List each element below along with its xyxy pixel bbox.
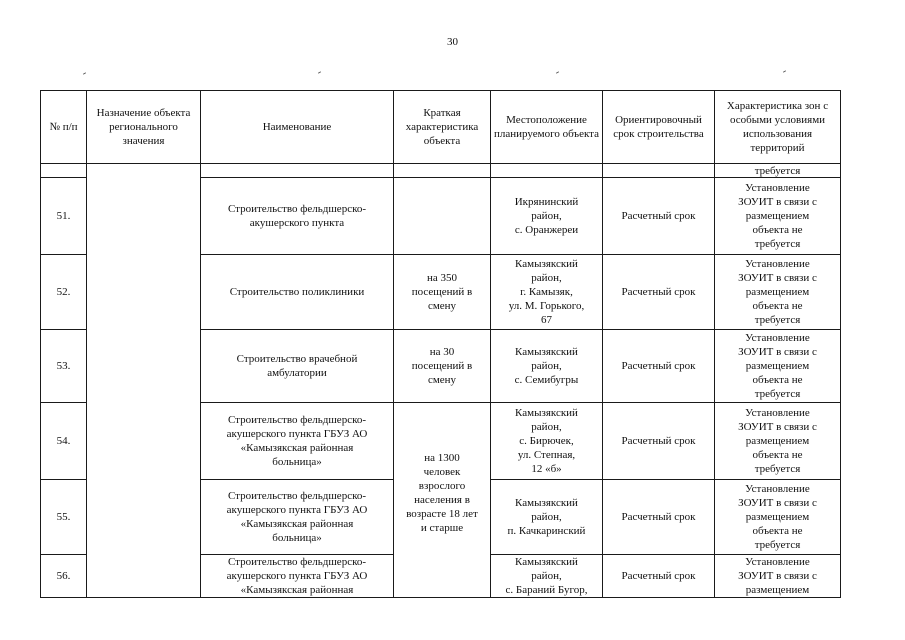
- zones-line: ЗОУИТ в связи с: [738, 421, 817, 433]
- header-purpose: Назначение объекта регионального значения: [87, 91, 201, 164]
- cell-term: Расчетный срок: [603, 330, 715, 403]
- zones-line: Установление: [745, 483, 810, 495]
- zones-line: требуется: [754, 388, 801, 400]
- zones-line: размещением: [745, 435, 810, 447]
- location-line: Камызякский: [515, 497, 578, 509]
- cell-name: Строительство фельдшерско-акушерского пункта: [201, 178, 394, 255]
- cell-term: Расчетный срок: [603, 403, 715, 480]
- location-line: район,: [531, 570, 562, 582]
- cell-term: Расчетный срок: [603, 480, 715, 555]
- cell-num: 51.: [41, 178, 87, 255]
- cell-characteristics: [394, 330, 491, 403]
- zones-line: объекта не: [752, 300, 803, 312]
- zones-line: объекта не: [752, 224, 803, 236]
- zones-line: Установление: [745, 407, 810, 419]
- name-line: Строительство фельдшерско-: [227, 556, 367, 568]
- name-line: акушерского пункта ГБУЗ АО: [226, 504, 368, 516]
- location-line: Камызякский: [515, 407, 578, 419]
- zones-line: размещением: [745, 360, 810, 372]
- cell-zones: [715, 480, 841, 555]
- table-row-continuation: [41, 164, 841, 178]
- header-characteristics: Краткая характеристика объекта: [394, 91, 491, 164]
- location-line: 12 «б»: [531, 463, 562, 475]
- location-line: Икрянинский: [514, 196, 579, 208]
- characteristics-line: смену: [427, 300, 457, 312]
- cell-name: Строительство поликлиники: [201, 255, 394, 330]
- name-line: акушерского пункта ГБУЗ АО: [226, 428, 368, 440]
- location-line: с. Бараний Бугор,: [505, 584, 588, 596]
- cell-name: [201, 330, 394, 403]
- cell-characteristics: [394, 164, 491, 178]
- characteristics-line: посещений в: [411, 360, 473, 372]
- zones-line: Установление: [745, 258, 810, 270]
- characteristics-line: посещений в: [411, 286, 473, 298]
- page-number: 30: [447, 36, 458, 48]
- cell-num: 55.: [41, 480, 87, 555]
- cell-characteristics-shared: [394, 403, 491, 598]
- location-line: Камызякский: [515, 258, 578, 270]
- objects-table: [40, 90, 841, 598]
- name-line: «Камызякская районная: [240, 442, 354, 454]
- header-num: № п/п: [41, 91, 87, 164]
- cell-name: [201, 480, 394, 555]
- location-line: Камызякский: [515, 346, 578, 358]
- cell-term: Расчетный срок: [603, 255, 715, 330]
- characteristics-line: взрослого: [418, 480, 466, 492]
- location-line: с. Бирючек,: [519, 435, 574, 447]
- zones-line: объекта не: [752, 449, 803, 461]
- header-term: Ориентировочный срок строительства: [603, 91, 715, 164]
- location-line: с. Оранжереи: [514, 224, 579, 236]
- cell-zones: [715, 178, 841, 255]
- zones-line: требуется: [754, 314, 801, 326]
- location-line: район,: [531, 511, 562, 523]
- characteristics-line: населения в: [414, 494, 470, 506]
- zones-line: объекта не: [752, 525, 803, 537]
- cell-location: [491, 330, 603, 403]
- scan-speck: [783, 70, 786, 72]
- zones-line: Установление: [745, 332, 810, 344]
- cell-num: 56.: [41, 555, 87, 598]
- cell-term: Расчетный срок: [603, 555, 715, 598]
- characteristics-line: на 350: [426, 272, 458, 284]
- zones-line: размещением: [745, 286, 810, 298]
- zones-line: размещением: [745, 210, 810, 222]
- cell-characteristics: [394, 255, 491, 330]
- location-line: район,: [531, 272, 562, 284]
- location-line: район,: [531, 421, 562, 433]
- cell-num: 54.: [41, 403, 87, 480]
- cell-location: [491, 164, 603, 178]
- header-zones: Характеристика зон с особыми условиями использования территорий: [715, 91, 841, 164]
- characteristics-line: возрасте 18 лет: [406, 508, 478, 520]
- cell-purpose-merged: [87, 164, 201, 598]
- cell-num: [41, 164, 87, 178]
- location-line: 67: [541, 314, 552, 326]
- cell-zones: требуется: [715, 164, 841, 178]
- cell-name: [201, 555, 394, 598]
- zones-line: ЗОУИТ в связи с: [738, 346, 817, 358]
- zones-line: Установление: [745, 182, 810, 194]
- cell-location: [491, 178, 603, 255]
- name-line: Строительство фельдшерско-: [227, 490, 367, 502]
- zones-line: ЗОУИТ в связи с: [738, 570, 817, 582]
- name-line: Строительство фельдшерско-: [227, 414, 367, 426]
- location-line: район,: [531, 210, 562, 222]
- scan-speck: [556, 71, 559, 73]
- characteristics-line: на 30: [429, 346, 455, 358]
- location-line: Камызякский: [515, 556, 578, 568]
- zones-line: требуется: [754, 238, 801, 250]
- zones-line: объекта не: [752, 374, 803, 386]
- cell-term: [603, 164, 715, 178]
- characteristics-line: человек: [423, 466, 461, 478]
- zones-line: размещением: [745, 511, 810, 523]
- scan-speck: [318, 71, 321, 73]
- name-line: «Камызякская районная: [240, 518, 354, 530]
- location-line: ул. М. Горького,: [508, 300, 585, 312]
- location-line: п. Качкаринский: [507, 525, 586, 537]
- name-line: Строительство врачебной: [236, 353, 358, 365]
- characteristics-line: на 1300: [424, 452, 460, 464]
- zones-line: требуется: [754, 463, 801, 475]
- cell-location: [491, 403, 603, 480]
- name-line: акушерского пункта ГБУЗ АО: [226, 570, 368, 582]
- zones-line: ЗОУИТ в связи с: [738, 497, 817, 509]
- location-line: с. Семибугры: [514, 374, 579, 386]
- location-line: ул. Степная,: [517, 449, 576, 461]
- cell-zones: [715, 555, 841, 598]
- cell-zones: [715, 330, 841, 403]
- header-location: Местоположение планируемого объекта: [491, 91, 603, 164]
- name-line: «Камызякская районная: [240, 584, 354, 596]
- cell-zones: [715, 255, 841, 330]
- characteristics-line: смену: [427, 374, 457, 386]
- zones-line: ЗОУИТ в связи с: [738, 272, 817, 284]
- characteristics-line: и старше: [420, 522, 464, 534]
- zones-line: размещением: [745, 584, 810, 596]
- cell-characteristics: [394, 178, 491, 255]
- cell-name: [201, 403, 394, 480]
- name-line: больница»: [272, 456, 322, 468]
- zones-line: ЗОУИТ в связи с: [738, 196, 817, 208]
- cell-term: Расчетный срок: [603, 178, 715, 255]
- header-name: Наименование: [201, 91, 394, 164]
- cell-name: [201, 164, 394, 178]
- cell-num: 53.: [41, 330, 87, 403]
- cell-zones: [715, 403, 841, 480]
- table-header-row: [41, 91, 841, 164]
- cell-location: [491, 480, 603, 555]
- scan-speck: [83, 72, 86, 74]
- zones-line: требуется: [754, 539, 801, 551]
- location-line: район,: [531, 360, 562, 372]
- cell-num: 52.: [41, 255, 87, 330]
- cell-location: [491, 555, 603, 598]
- name-line: больница»: [272, 532, 322, 544]
- name-line: амбулатории: [267, 367, 327, 379]
- cell-location: [491, 255, 603, 330]
- location-line: г. Камызяк,: [520, 286, 573, 298]
- zones-line: Установление: [745, 556, 810, 568]
